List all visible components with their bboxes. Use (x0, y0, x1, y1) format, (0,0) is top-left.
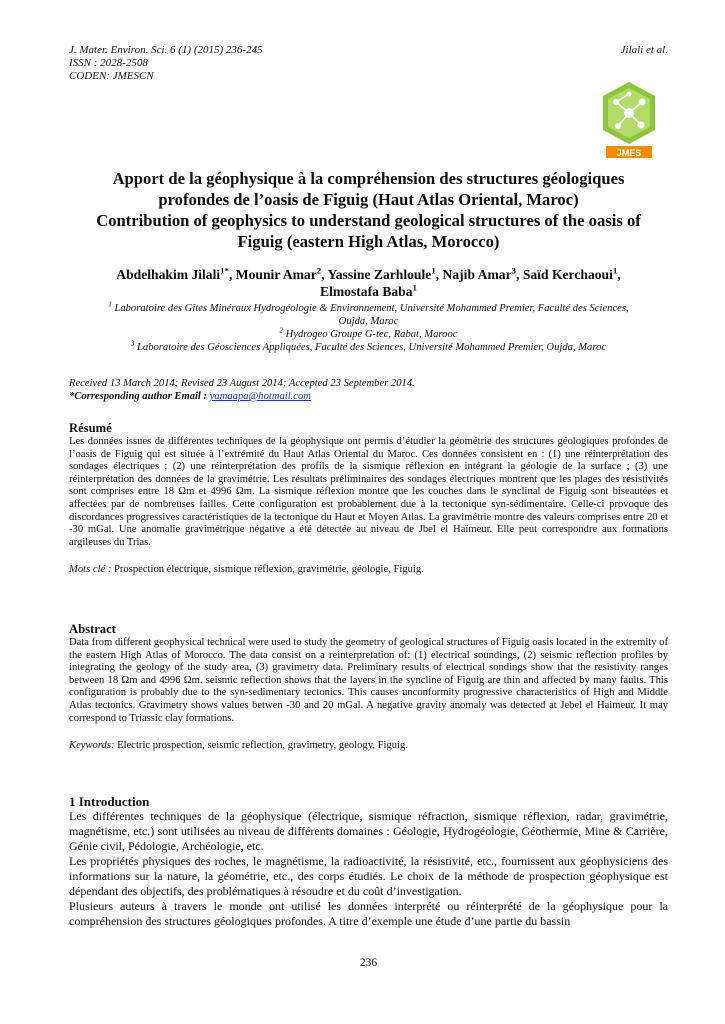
author-name: , Yassine Zarhloule (321, 267, 432, 282)
corresponding-email-link[interactable]: yamaapa@hotmail.com (209, 391, 311, 402)
author-affil-mark: 3 (511, 265, 517, 276)
page-number: 236 (359, 957, 378, 969)
resume-section (69, 421, 668, 576)
running-author: Jilali et al. (620, 44, 668, 56)
title-fr-line2: profondes de l’oasis de Figuig (Haut Atlas Oriental, Maroc) (158, 190, 579, 209)
affiliations (69, 302, 668, 354)
logo-text: JMES (616, 148, 642, 158)
author-name: , Najib Amar (435, 267, 512, 282)
affil-number: 2 (279, 327, 283, 335)
page (69, 0, 668, 1024)
author-name: , Saïd Kerchaoui (516, 267, 613, 282)
author-affil-mark: 1 (431, 265, 436, 276)
author-name: Elmostafa Baba (320, 284, 413, 299)
corresponding-label: *Corresponding author Email : (69, 391, 210, 402)
intro-paragraph-3: Plusieurs auteurs à travers le monde ont utilisé les données interprété ou réinterprété de la géophysique pour la compréhension des structures géologiques profondes. A titre d’exemple une étude d’une partie du bassin (69, 899, 668, 928)
coden: CODEN: JMESCN (69, 70, 154, 82)
affil-number: 1 (108, 301, 112, 309)
resume-heading: Résumé (69, 421, 112, 435)
article-dates (69, 377, 668, 403)
introduction-section (69, 794, 668, 929)
affiliation-1-city: Oujda, Maroc (338, 316, 399, 327)
author-name: , Mounir Amar (229, 267, 317, 282)
issn: ISSN : 2028-2508 (69, 57, 148, 69)
author-affil-mark: 1* (220, 265, 229, 276)
journal-citation: J. Mater. Environ. Sci. 6 (1) (2015) 236-245 (69, 44, 263, 56)
keywords-fr-label: Mots clé : (69, 564, 115, 576)
author-affil-mark: 1 (412, 282, 417, 293)
intro-paragraph-2: Les propriétés physiques des roches, le magnétisme, la radioactivité, la résistivité, etc., fournissent aux géophysiciens des informations sur la nature, la géométrie, etc., des corps étudiés. Le choix de la méthode de prospection géophysique est dépendant des objectifs, des problématiques à résoudre et du coût d’investigation. (69, 854, 668, 898)
author-affil-mark: 2 (316, 265, 322, 276)
jmes-logo (600, 80, 658, 160)
article-title (69, 168, 668, 252)
keywords-en: Electric prospection, seismic reflection, gravimetry, geology, Figuig. (117, 740, 408, 752)
resume-text: Les données issues de différentes techniques de la géophysique ont permis d’étudier la géométrie des structures géologiques profondes de l’oasis de Figuig qui est située à l’extrémité du Haut Atlas Oriental du Maroc. Ces données consistent en : (1) une réinterprétation des sondages électriques ; (2) une réinterprétation des profils de la sismique réflexion en intégrant la géologie de la surface ; (3) une réinterprétation des données de la gravimétrie. Les résultats préliminaires des sondages électriques montrent que les plages des résistivités sont comprises entre 18 Ωm et 4996 Ωm. La sismique réflexion montre que les couches dans le synclinal de Figuig sont biseautées et affectées par de nombreuses failles. Cette configuration est probablement due à la tectonique syn-sédimentaire. Celle-ci provoque des discordances progressives caractéristiques de la tectonique du Haut et Moyen Atlas. La gravimétrie montre des valeurs comprises entre 20 et -30 mGal. Une anomalie gravimétrique négative a été détectée au niveau de Jbel el Haïmeur. Elle peut correspondre aux formations argileuses du Trias. (69, 436, 668, 548)
page-header (69, 44, 668, 83)
affiliation-3: Laboratoire des Géosciences Appliquées, Faculté des Sciences, Université Mohammed Premier, Oujda, Maroc (134, 342, 607, 353)
title-fr-line1: Apport de la géophysique à la compréhension des structures géologiques (112, 169, 625, 188)
abstract-text: Data from different geophysical technical were used to study the geometry of geological structures of Figuig oasis located in the extremity of the eastern High Atlas of Morocco. The data consist on a reinterpretation of: (1) electrical soundings, (2) seismic reflection profiles by integrating the geology of the study area, (3) gravimetry data. Preliminary results of electrical sondings show that the resistivity ranges between 18 Ωm and 4996 Ωm. seismic reflection shows that the layers in the syncline of Figuig are thin and affected by many faults. This configuration is probably due to the syn-sedimentary tectonics. This causes unconformity progressive characteristics of High and Middle Atlas tectonics. Gravimetry shows values betwen -30 and 20 mGal. A negative gravity anomaly was detected at Jebel el Haimeur. It may correspond to Triassic clay formations. (69, 637, 668, 724)
keywords-en-label: Keywords: (69, 740, 118, 752)
author-list (69, 266, 668, 300)
affiliation-2: Hydrogeo Groupe G-tec, Rabat, Marooc (282, 329, 458, 340)
received-dates: Received 13 March 2014; Revised 23 August 2014; Accepted 23 September 2014. (69, 378, 415, 389)
affil-number: 3 (130, 340, 135, 348)
author-affil-mark: 1 (612, 265, 618, 276)
keywords-fr: Prospection électrique, sismique réflexion, gravimétrie, géologie, Figuig. (114, 564, 424, 576)
abstract-section (69, 622, 668, 752)
affiliation-1: Laboratoire des Gîtes Minéraux Hydrogéologie & Environnement, Université Mohammed Premier, Faculté des Sciences, (111, 303, 629, 314)
intro-paragraph-1: Les différentes techniques de la géophysique (électrique, sismique réfraction, sismique réflexion, radar, gravimétrie, magnétisme, etc.) sont utilisées au niveau de différents domaines : Géologie, Hydrogéologie, Géothermie, Mine & Carrière, Génie civil, Pédologie, Archéologie, etc. (69, 809, 668, 853)
intro-heading: 1 Introduction (69, 794, 150, 809)
author-name: Abdelhakim Jilali (116, 267, 221, 282)
author-separator: , (617, 267, 621, 282)
title-en-line1: Contribution of geophysics to understand geological structures of the oasis of (96, 211, 641, 230)
abstract-heading: Abstract (69, 622, 116, 636)
title-en-line2: Figuig (eastern High Atlas, Morocco) (237, 232, 500, 251)
